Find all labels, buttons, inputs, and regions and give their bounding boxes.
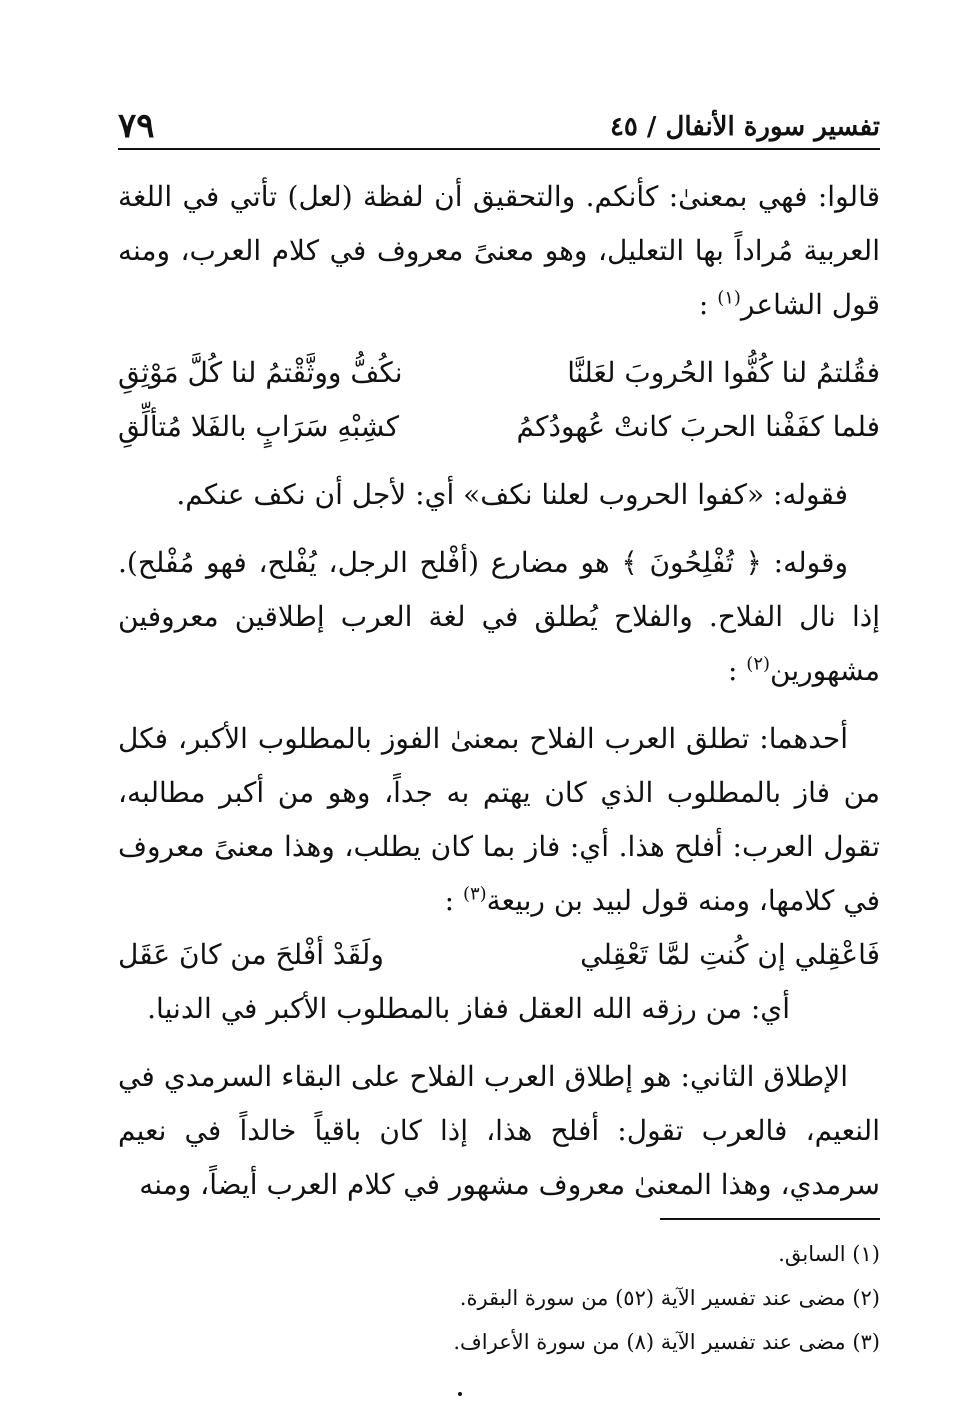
footnotes bbox=[118, 1232, 880, 1364]
main-text bbox=[118, 170, 880, 1212]
paragraph-4: أحدهما: تطلق العرب الفلاح بمعنىٰ الفوز بالمطلوب الأكبر، فكل من فاز بالمطلوب الذي كان يهتم به جداً، وهو من أكبر مطالبه، تقول العرب: أفلح هذا. أي: فاز بما كان يطلب، وهذا معنىً معروف في كلامها، ومنه قول لبيد بن ربيعة$^{(٣)}$ : bbox=[118, 722, 880, 917]
verse-line-1 bbox=[118, 346, 880, 400]
footnote-2: (٢) مضى عند تفسير الآية (٥٢) من سورة البقرة. bbox=[459, 1286, 880, 1310]
paragraph-5: أي: من رزقه الله العقل ففاز بالمطلوب الأكبر في الدنيا. bbox=[147, 992, 790, 1025]
paragraph-3: وقوله: ﴿ تُفْلِحُونَ ﴾ هو مضارع (أفْلح الرجل، يُفْلح، فهو مُفْلح). إذا نال الفلاح. والفلاح يُطلق في لغة العرب إطلاقين معروفين مشهورين$^{(٢)}$ : bbox=[118, 546, 880, 687]
footnote-ref-2: (٢) bbox=[746, 653, 771, 675]
verse-hemistich: نكُفُّ ووثَّقْتمُ لنا كُلَّ مَوْثِقِ bbox=[118, 356, 403, 389]
footnote-ref-3: (٣) bbox=[462, 883, 487, 905]
paragraph-1: قالوا: فهي بمعنىٰ: كأنكم. والتحقيق أن لفظة (لعل) تأتي في اللغة العربية مُراداً بها التعليل، وهو معنىً معروف في كلام العرب، ومنه قول الشاعر$^{(١)}$ : bbox=[118, 180, 880, 321]
verse-hemistich: كشِبْهِ سَرَابٍ بالفَلا مُتألِّقِ bbox=[118, 410, 400, 443]
verse-hemistich: ولَقَدْ أفْلحَ من كانَ عَقَل bbox=[118, 938, 384, 971]
verse-hemistich: فَاعْقِلي إن كُنتِ لمَّا تَعْقِلي bbox=[580, 938, 880, 971]
footnote-1: (١) السابق. bbox=[778, 1242, 880, 1266]
footnote-separator bbox=[660, 1218, 880, 1220]
verse-line-2 bbox=[118, 400, 880, 454]
footnote-3: (٣) مضى عند تفسير الآية (٨) من سورة الأعراف. bbox=[453, 1330, 880, 1354]
verse-hemistich: فقُلتمُ لنا كُفُّوا الحُروبَ لعَلنَّا bbox=[567, 356, 880, 389]
verse-hemistich: فلما كفَفْنا الحربَ كانتْ عُهودُكمُ bbox=[516, 410, 880, 443]
page-number: ٧٩ bbox=[118, 106, 155, 146]
paragraph-6: الإطلاق الثاني: هو إطلاق العرب الفلاح على البقاء السرمدي في النعيم، فالعرب تقول: أفلح هذا، إذا كان باقياً خالداً في نعيم سرمدي، وهذا المعنىٰ معروف مشهور في كلام العرب أيضاً، ومنه bbox=[118, 1060, 880, 1201]
page-header bbox=[118, 108, 880, 150]
footnote-ref-1: (١) bbox=[717, 287, 741, 309]
verse-line-3 bbox=[118, 928, 880, 982]
paragraph-2: فقوله: «كفوا الحروب لعلنا نكف» أي: لأجل أن نكف عنكم. bbox=[176, 478, 848, 511]
running-title: تفسير سورة الأنفال / ٤٥ bbox=[609, 112, 880, 142]
page-mark-dot bbox=[458, 1392, 462, 1396]
